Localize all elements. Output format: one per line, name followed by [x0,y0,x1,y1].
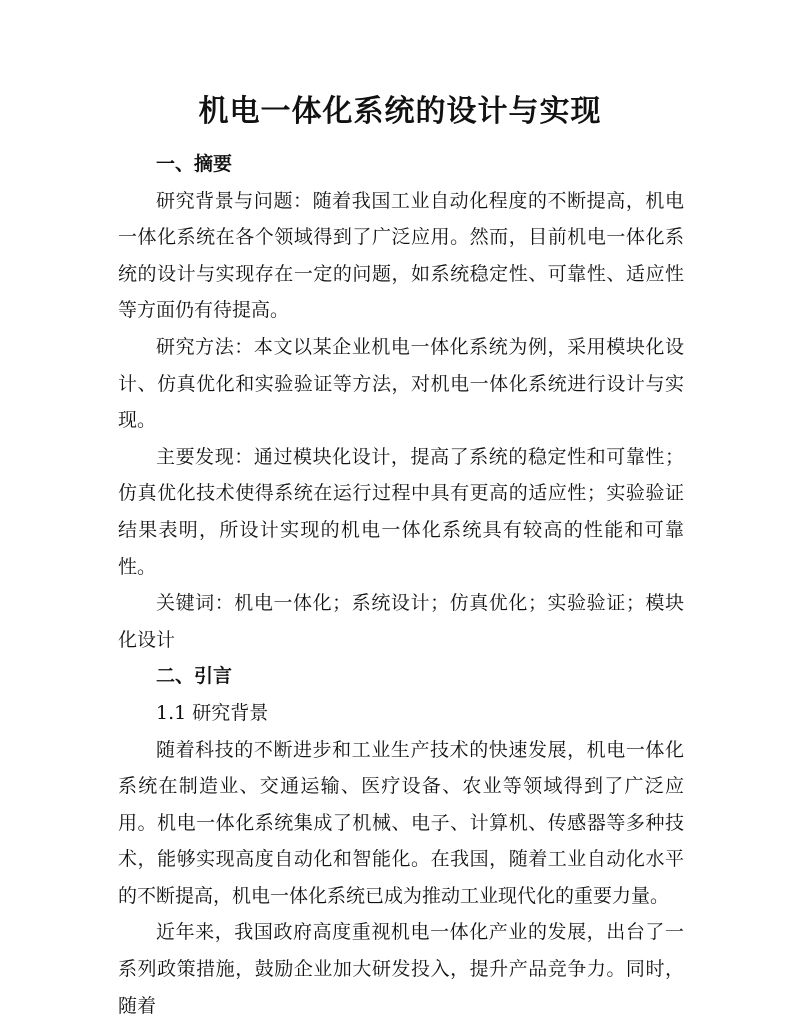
intro-heading: 二、引言 [156,665,233,688]
abstract-keywords-paragraph: 关键词：机电一体化；系统设计；仿真优化；实验验证；模块化设计 [118,592,684,651]
abstract-background-paragraph: 研究背景与问题：随着我国工业自动化程度的不断提高，机电一体化系统在各个领域得到了广泛应用。然而，目前机电一体化系统的设计与实现存在一定的问题，如系统稳定性、可靠性、适应性等方面仍有待提高。 [118,189,684,322]
intro-paragraph-2: 近年来，我国政府高度重视机电一体化产业的发展，出台了一系列政策措施，鼓励企业加大研发投入，提升产品竞争力。同时，随着 [118,921,684,1017]
abstract-heading: 一、摘要 [156,153,233,175]
document-title: 机电一体化系统的设计与实现 [198,94,602,129]
abstract-findings-paragraph: 主要发现：通过模块化设计，提高了系统的稳定性和可靠性；仿真优化技术使得系统在运行过程中具有更高的适应性；实验验证结果表明，所设计实现的机电一体化系统具有较高的性能和可靠性。 [118,445,684,578]
intro-paragraph-1: 随着科技的不断进步和工业生产技术的快速发展，机电一体化系统在制造业、交通运输、医疗设备、农业等领域得到了广泛应用。机电一体化系统集成了机械、电子、计算机、传感器等多种技术，能够实现高度自动化和智能化。在我国，随着工业自动化水平的不断提高，机电一体化系统已成为推动工业现代化的重要力量。 [118,738,684,907]
intro-subheading-1-1: 1.1 研究背景 [156,701,269,724]
document-body [118,146,684,1024]
abstract-method-paragraph: 研究方法：本文以某企业机电一体化系统为例，采用模块化设计、仿真优化和实验验证等方法，对机电一体化系统进行设计与实现。 [118,335,684,432]
